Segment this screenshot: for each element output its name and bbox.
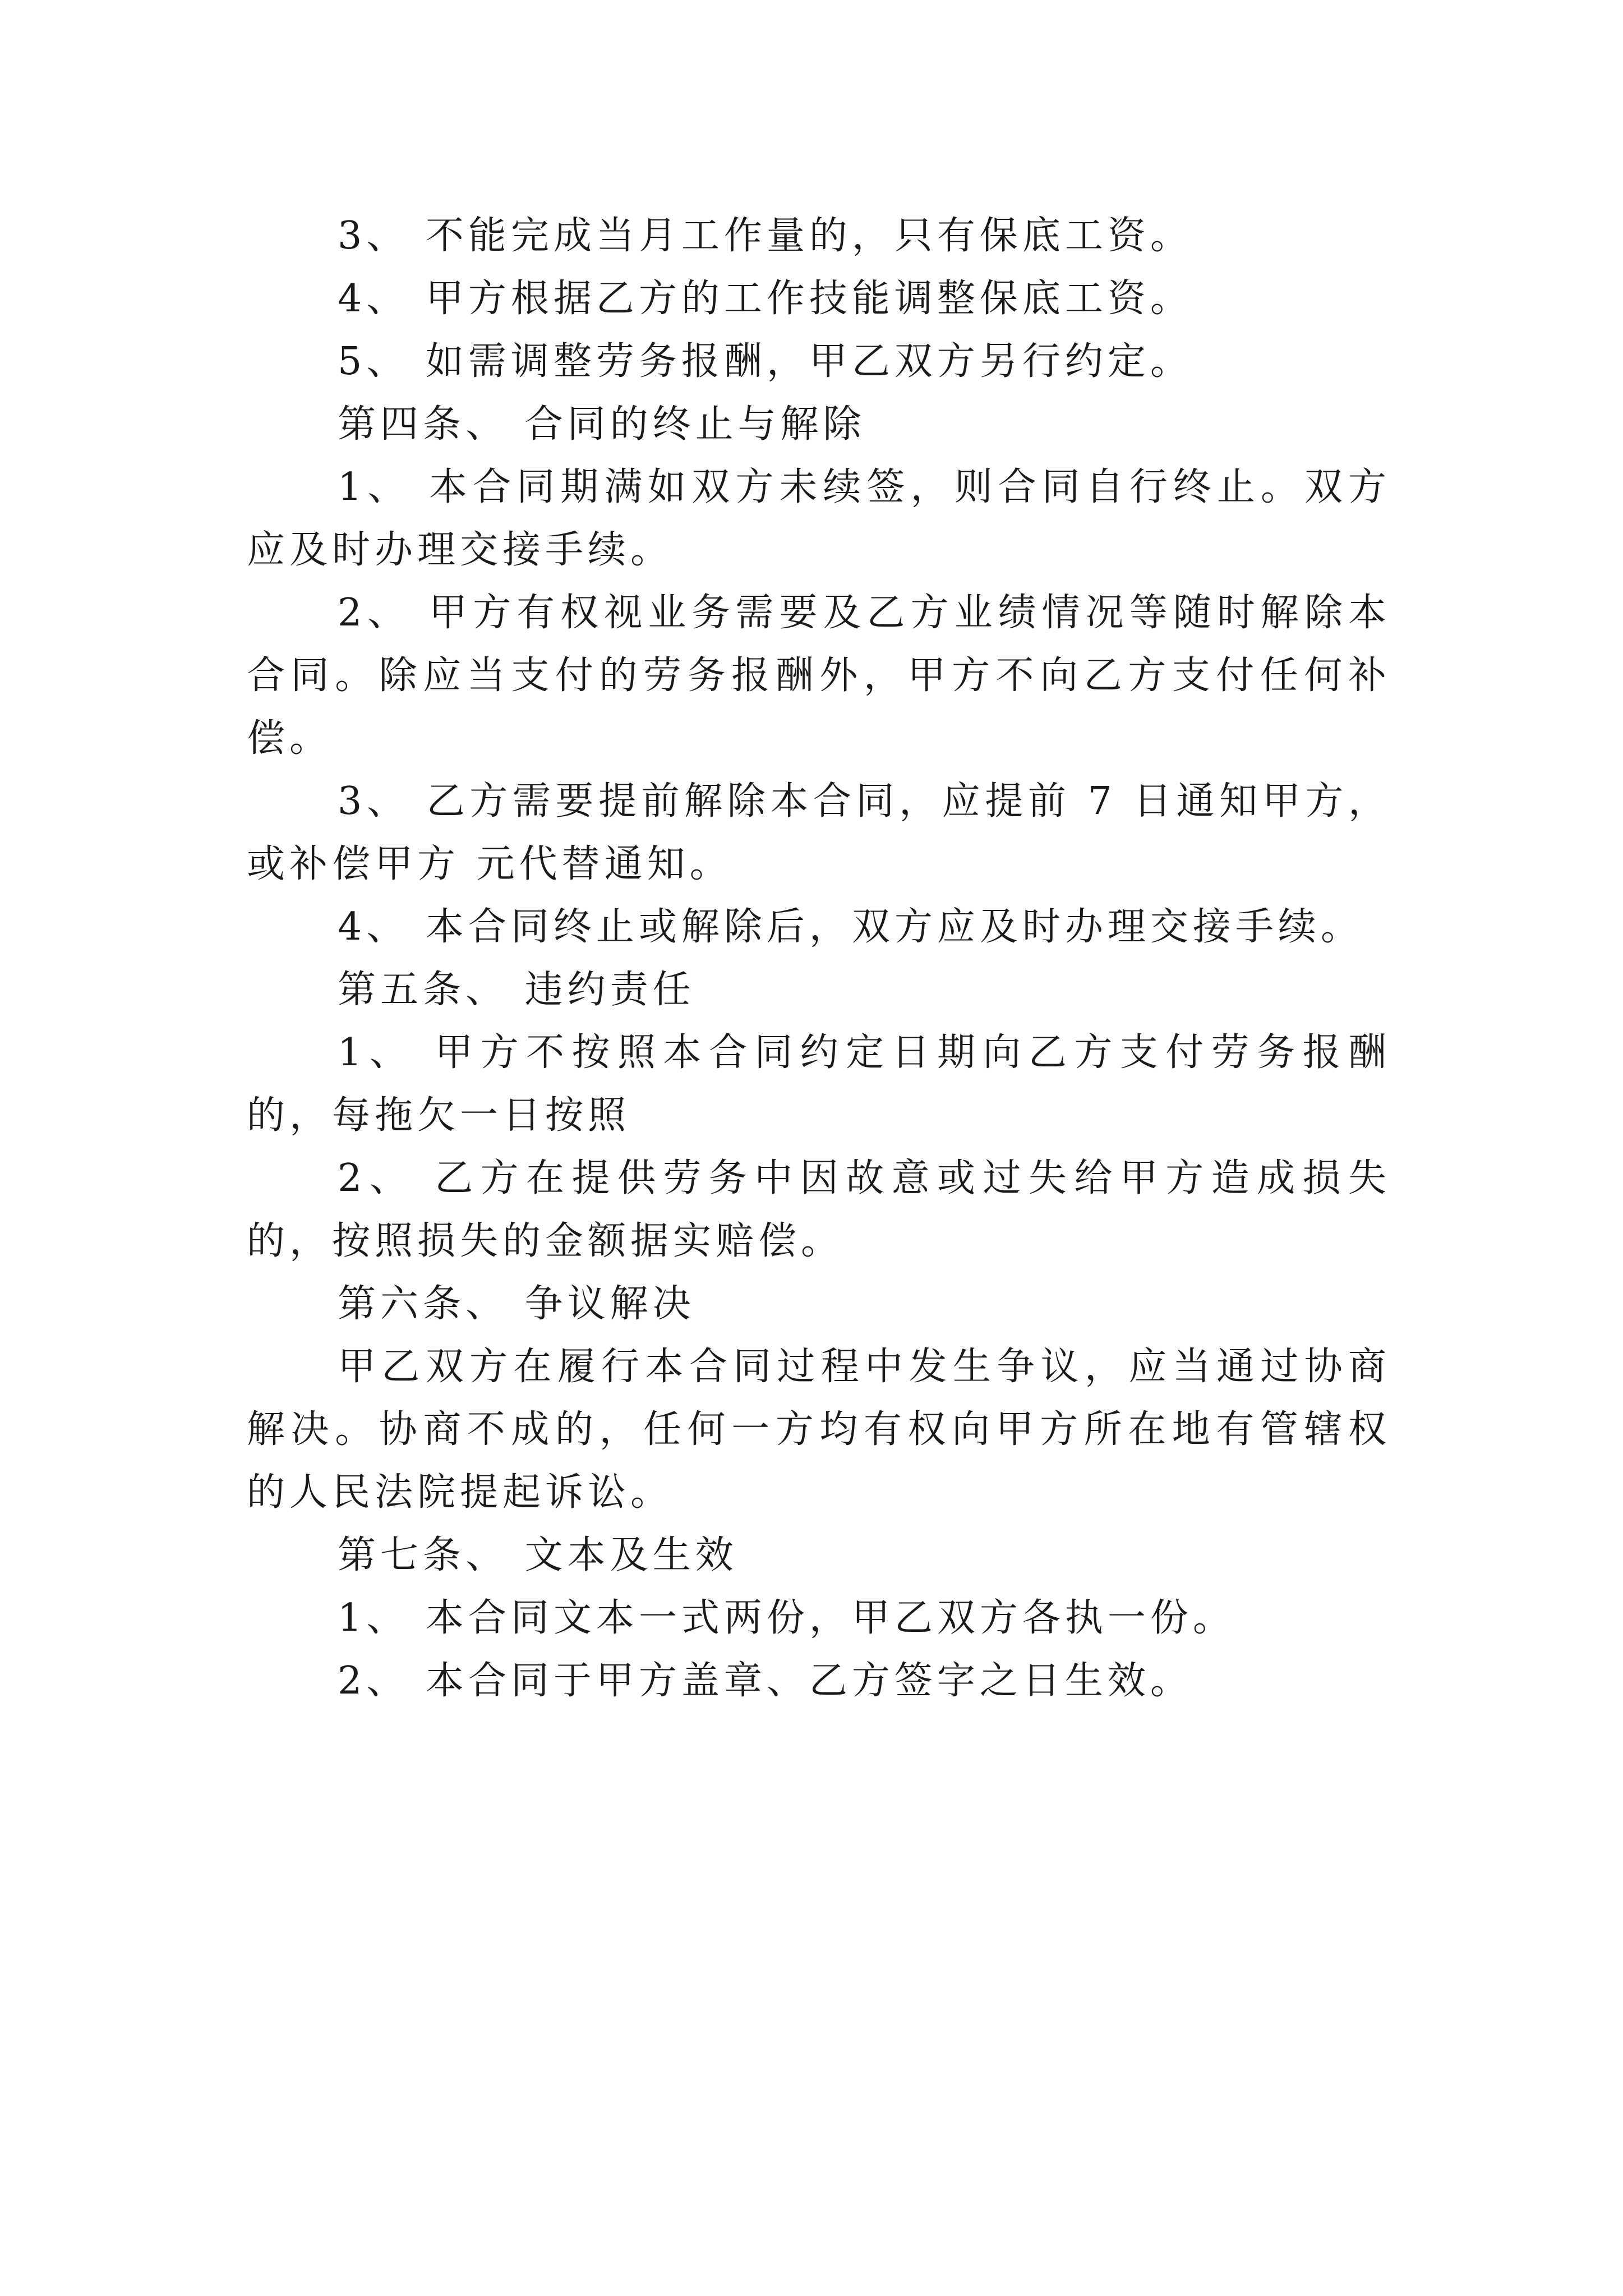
article-4-heading: 第四条、 合同的终止与解除 — [338, 402, 866, 447]
article-7-heading: 第七条、 文本及生效 — [338, 1533, 738, 1577]
clause-4-4: 4、 本合同终止或解除后，双方应及时办理交接手续。 — [338, 905, 1363, 949]
clause-4-1: 1、 本合同期满如双方未续签，则合同自行终止。双方应及时办理交接手续。 — [247, 465, 1391, 572]
clause-6-body: 甲乙双方在履行本合同过程中发生争议，应当通过协商解决。协商不成的，任何一方均有权向甲方所在地有管辖权的人民法院提起诉讼。 — [247, 1345, 1391, 1515]
clause-7-1: 1、 本合同文本一式两份，甲乙双方各执一份。 — [338, 1596, 1235, 1640]
clause-4-3: 3、 乙方需要提前解除本合同，应提前 7 日通知甲方，或补偿甲方 元代替通知。 — [247, 779, 1391, 886]
clause-7-2: 2、 本合同于甲方盖章、乙方签字之日生效。 — [338, 1659, 1193, 1703]
article-5-heading: 第五条、 违约责任 — [338, 968, 695, 1012]
document-body — [247, 205, 1391, 1713]
clause-4-2: 2、 甲方有权视业务需要及乙方业绩情况等随时解除本合同。除应当支付的劳务报酬外，甲方不向乙方支付任何补偿。 — [247, 591, 1391, 761]
clause-3-5: 5、 如需调整劳务报酬，甲乙双方另行约定。 — [338, 339, 1193, 384]
article-6-heading: 第六条、 争议解决 — [338, 1282, 695, 1326]
clause-5-2: 2、 乙方在提供劳务中因故意或过失给甲方造成损失的，按照损失的金额据实赔偿。 — [247, 1156, 1391, 1263]
clause-5-1: 1、 甲方不按照本合同约定日期向乙方支付劳务报酬的，每拖欠一日按照 — [247, 1030, 1391, 1138]
clause-3-4: 4、 甲方根据乙方的工作技能调整保底工资。 — [338, 277, 1193, 321]
clause-3-3: 3、 不能完成当月工作量的，只有保底工资。 — [338, 214, 1193, 258]
